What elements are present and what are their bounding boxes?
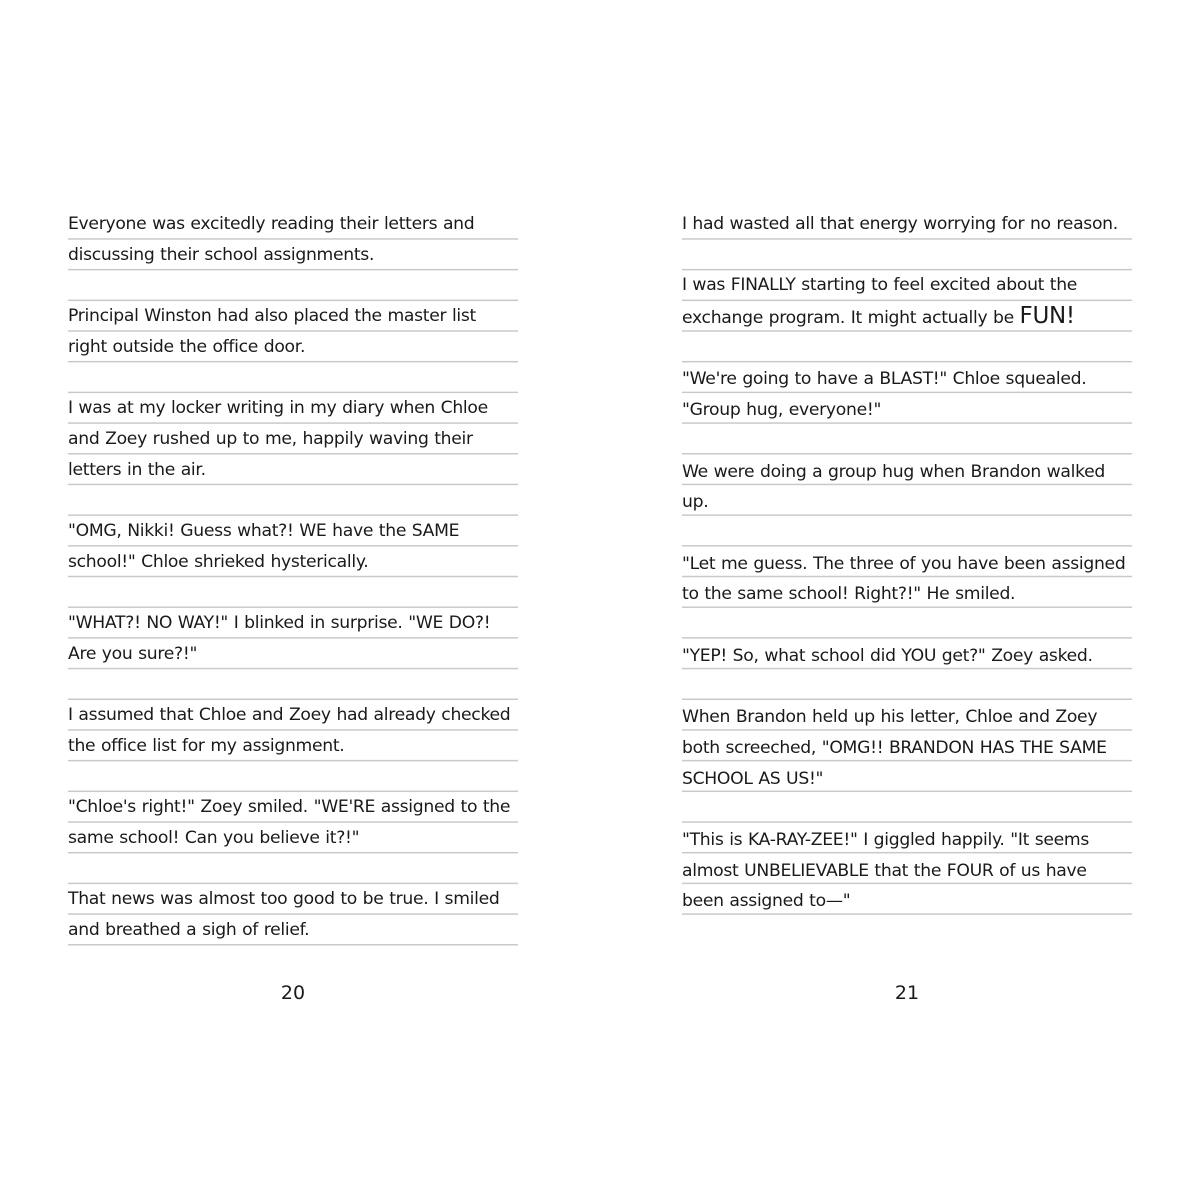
paragraph: Everyone was excitedly reading their letters and discussing their school assignments.	[68, 214, 475, 265]
right-page-text-block	[682, 209, 1132, 917]
paragraph: "Let me guess. The three of you have been assigned to the same school! Right?!" He smiled.	[682, 553, 1126, 605]
paragraph	[682, 270, 1132, 333]
paragraph: "YEP! So, what school did YOU get?" Zoey asked.	[682, 645, 1093, 666]
paragraph-text: I was FINALLY starting to feel excited about the exchange program. It might actually be	[682, 275, 1078, 329]
paragraph: Principal Winston had also placed the master list right outside the office door.	[68, 306, 476, 357]
paragraph: We were doing a group hug when Brandon walked up.	[682, 461, 1106, 513]
paragraph: "We're going to have a BLAST!" Chloe squealed. "Group hug, everyone!"	[682, 369, 1087, 421]
paragraph: I had wasted all that energy worrying for no reason.	[682, 214, 1118, 234]
paragraph: "This is KA-RAY-ZEE!" I giggled happily. "It seems almost UNBELIEVABLE that the FOUR of us have been assigned to—"	[682, 829, 1089, 912]
right-page	[682, 209, 1132, 917]
paragraph: When Brandon held up his letter, Chloe and Zoey both screeched, "OMG!! BRANDON HAS THE SAME SCHOOL AS US!"	[682, 707, 1107, 789]
paragraph: I assumed that Chloe and Zoey had already checked the office list for my assignment.	[68, 705, 511, 756]
left-page-text-block	[68, 209, 518, 946]
paragraph: I was at my locker writing in my diary when Chloe and Zoey rushed up to me, happily waving their letters in the air.	[68, 398, 488, 480]
left-page	[68, 209, 518, 946]
emphasis-text: FUN!	[1019, 303, 1075, 330]
paragraph: "Chloe's right!" Zoey smiled. "WE'RE assigned to the same school! Can you believe it?!"	[68, 797, 511, 848]
page-number-left: 20	[280, 982, 306, 1004]
paragraph: "OMG, Nikki! Guess what?! WE have the SAME school!" Chloe shrieked hysterically.	[68, 520, 460, 572]
page-number-right: 21	[894, 982, 920, 1004]
paragraph: That news was almost too good to be true. I smiled and breathed a sigh of relief.	[68, 889, 500, 941]
paragraph: "WHAT?! NO WAY!" I blinked in surprise. "WE DO?! Are you sure?!"	[68, 613, 491, 664]
